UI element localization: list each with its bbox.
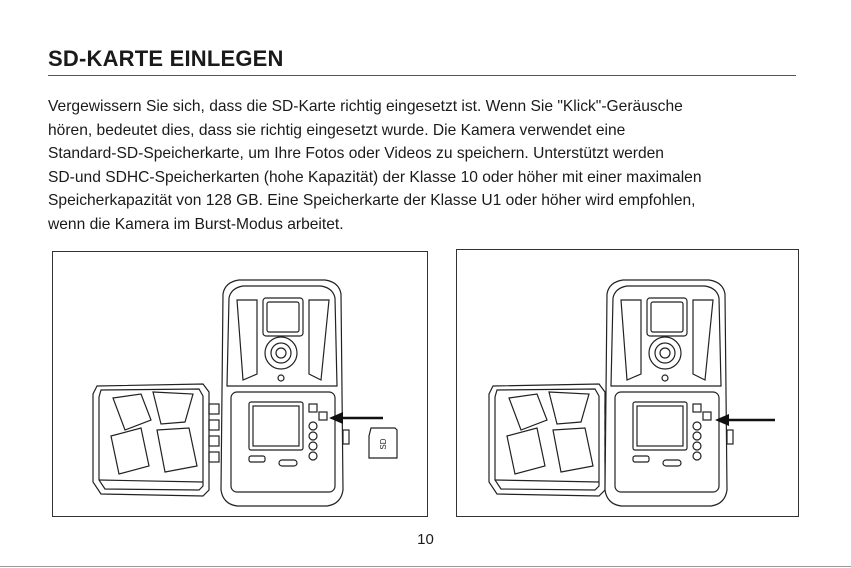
heading-divider [48, 75, 796, 76]
footer-divider [0, 566, 851, 567]
figure-sd-card-outside [52, 251, 428, 517]
paragraph-line: hören, bedeutet dies, dass sie richtig eingesetzt wurde. Die Kamera verwendet eine [48, 121, 626, 139]
page-title: SD-KARTE EINLEGEN [48, 46, 284, 71]
camera-illustration [53, 252, 427, 516]
instructions-paragraph [48, 95, 808, 236]
paragraph-line: Speicherkapazität von 128 GB. Eine Speicherkarte der Klasse U1 oder höher wird empfohlen, [48, 192, 696, 209]
paragraph-line: Vergewissern Sie sich, dass die SD-Karte richtig eingesetzt ist. Wenn Sie "Klick"-Geräusche [48, 98, 683, 115]
sd-card-label: SD [379, 438, 388, 450]
paragraph-line: SD-und SDHC-Speicherkarten (hohe Kapazität) der Klasse 10 oder höher mit einer maximalen [48, 168, 702, 186]
camera-illustration [457, 250, 798, 516]
paragraph-line: wenn die Kamera im Burst-Modus arbeitet. [48, 215, 344, 233]
paragraph-line: Standard-SD-Speicherkarte, um Ihre Fotos oder Videos zu speichern. Unterstützt werden [48, 145, 664, 162]
page-number: 10 [417, 531, 434, 548]
figure-sd-card-inserted [456, 249, 799, 517]
